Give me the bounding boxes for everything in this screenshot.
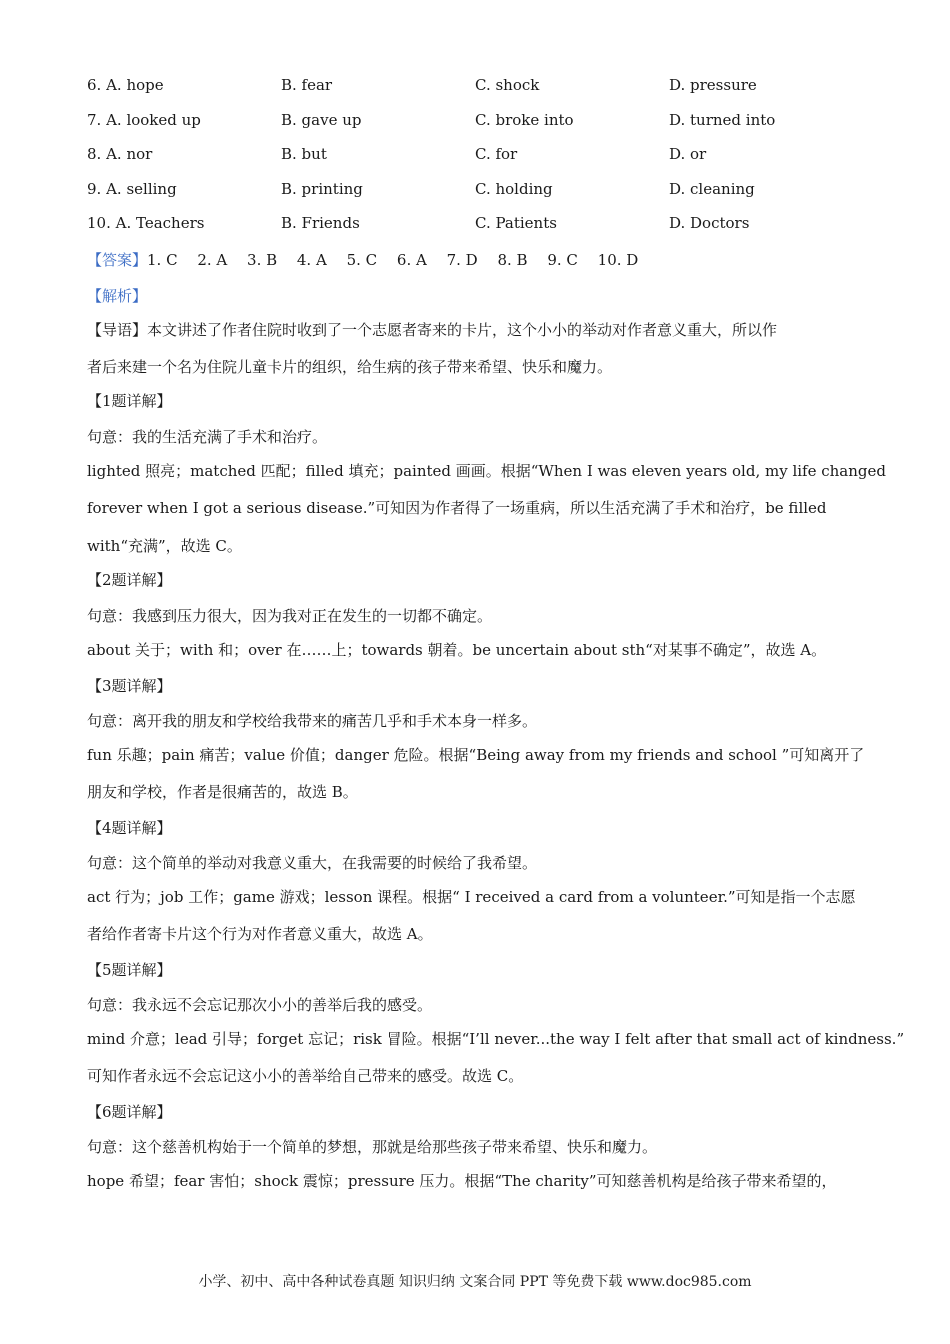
option-c: C. Patients: [475, 214, 557, 232]
text-line: 句意：我感到压力很大，因为我对正在发生的一切都不确定。: [87, 607, 493, 625]
option-d: D. cleaning: [669, 180, 755, 198]
option-a: 6. A. hope: [87, 76, 164, 94]
text-line: hope 希望；fear 害怕；shock 震惊；pressure 压力。根据“The charity”可知慈善机构是给孩子带来希望的，: [87, 1172, 837, 1190]
option-a: 8. A. nor: [87, 145, 153, 163]
option-c: C. holding: [475, 180, 553, 198]
text-line: act 行为；job 工作；game 游戏；lesson 课程。根据“ I received a card from a volunteer.”可知是指一个志愿: [87, 888, 856, 906]
answer-text: 1. C 2. A 3. B 4. A 5. C 6. A 7. D 8. B 9. C 10. D: [147, 251, 639, 269]
options-row-10: [87, 214, 887, 238]
options-row-6: [87, 76, 887, 100]
section-heading: 【5题详解】: [87, 961, 172, 979]
option-d: D. pressure: [669, 76, 757, 94]
text-line: 句意：我的生活充满了手术和治疗。: [87, 428, 328, 446]
section-heading: 【4题详解】: [87, 819, 172, 837]
page-footer: 小学、初中、高中各种试卷真题 知识归纳 文案合同 PPT 等免费下载 www.doc985.com: [198, 1274, 752, 1290]
option-a: 10. A. Teachers: [87, 214, 205, 232]
text-line: 可知作者永远不会忘记这小小的善举给自己带来的感受。故选 C。: [87, 1067, 524, 1085]
option-b: B. gave up: [281, 111, 362, 129]
option-a: 9. A. selling: [87, 180, 177, 198]
intro-line: 者后来建一个名为住院儿童卡片的组织，给生病的孩子带来希望、快乐和魔力。: [87, 358, 613, 376]
options-row-7: [87, 111, 887, 135]
answer-line: [87, 249, 877, 270]
text-line: forever when I got a serious disease.”可知因为作者得了一场重病，所以生活充满了手术和治疗，be filled: [87, 499, 827, 517]
text-line: 者给作者寄卡片这个行为对作者意义重大，故选 A。: [87, 925, 433, 943]
section-heading: 【2题详解】: [87, 571, 172, 589]
text-line: 句意：离开我的朋友和学校给我带来的痛苦几乎和手术本身一样多。: [87, 712, 538, 730]
option-c: C. broke into: [475, 111, 574, 129]
options-row-9: [87, 180, 887, 204]
option-b: B. fear: [281, 76, 333, 94]
answer-label: 【答案】: [87, 251, 148, 269]
option-d: D. Doctors: [669, 214, 750, 232]
text-line: 句意：这个慈善机构始于一个简单的梦想，那就是给那些孩子带来希望、快乐和魔力。: [87, 1138, 658, 1156]
section-heading: 【1题详解】: [87, 392, 172, 410]
section-heading: 【3题详解】: [87, 677, 172, 695]
text-line: 句意：这个简单的举动对我意义重大，在我需要的时候给了我希望。: [87, 854, 538, 872]
option-c: C. shock: [475, 76, 540, 94]
option-b: B. Friends: [281, 214, 360, 232]
text-line: lighted 照亮；matched 匹配；filled 填充；painted 画画。根据“When I was eleven years old, my life changed: [87, 462, 886, 480]
option-c: C. for: [475, 145, 518, 163]
options-row-8: [87, 145, 887, 169]
text-line: fun 乐趣；pain 痛苦；value 价值；danger 危险。根据“Being away from my friends and school ”可知离开了: [87, 746, 865, 764]
intro-line: 【导语】本文讲述了作者住院时收到了一个志愿者寄来的卡片，这个小小的举动对作者意义重大，所以作: [87, 321, 778, 339]
text-line: about 关于；with 和；over 在……上；towards 朝着。be uncertain about sth“对某事不确定”，故选 A。: [87, 641, 827, 659]
option-b: B. printing: [281, 180, 363, 198]
option-d: D. turned into: [669, 111, 776, 129]
option-a: 7. A. looked up: [87, 111, 201, 129]
text-line: 句意：我永远不会忘记那次小小的善举后我的感受。: [87, 996, 433, 1014]
option-b: B. but: [281, 145, 327, 163]
text-line: 朋友和学校，作者是很痛苦的，故选 B。: [87, 783, 358, 801]
text-line: mind 介意；lead 引导；forget 忘记；risk 冒险。根据“I’ll never...the way I felt after that small act of kindness.”: [87, 1030, 905, 1048]
text-line: with“充满”，故选 C。: [87, 537, 242, 555]
option-d: D. or: [669, 145, 707, 163]
analysis-label: 【解析】: [87, 287, 148, 305]
section-heading: 【6题详解】: [87, 1103, 172, 1121]
